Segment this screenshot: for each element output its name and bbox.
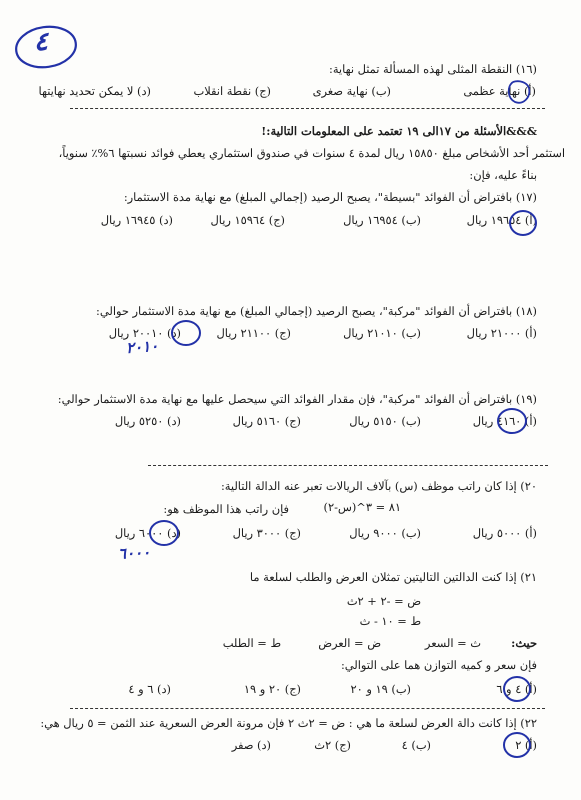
q21-subtext: فإن سعر و كميه التوازن هما على التوالي: [340,658,537,672]
q18-text: (١٨) بافتراض أن الفوائد "مركبة"، يصبح الرصيد (إجمالي المبلغ) مع نهاية مدة الاستثمار حوالي: [96,304,537,318]
q18-hand-note: ٢٠١٠ [125,336,159,358]
q16-option-b[interactable]: (ب) نهاية صغرى [312,84,391,98]
q19-option-b[interactable]: (ب) ٥١٥٠ ريال [349,414,421,428]
q21-text: ٢١) إذا كنت الدالتين التاليتين تمثلان العرض والطلب لسلعة ما [249,570,537,584]
q21-option-d[interactable]: (د) ٦ و ٤ [128,682,171,696]
q16-option-c[interactable]: (ج) نقطة انقلاب [193,84,271,98]
q20-hand-note: ٦٠٠٠ [117,543,151,563]
q17-option-c[interactable]: (ج) ١٥٩٦٤ ريال [210,213,285,227]
q21-option-c[interactable]: (ج) ٢٠ و ١٩ [243,682,301,696]
q17-option-b[interactable]: (ب) ١٦٩٥٤ ريال [343,213,421,227]
q20-option-a[interactable]: (أ) ٥٠٠٠ ريال [472,526,537,540]
q19-option-a[interactable]: (أ) ٤١٦٠ ريال [472,414,537,428]
q22-text: ٢٢) إذا كانت دالة العرض لسلعة ما هي : ض = ٢ث ٢ فإن مرونة العرض السعرية عند الثمن = ٥ ريال هي: [40,716,537,730]
q20-option-c[interactable]: (ج) ٣٠٠٠ ريال [232,526,301,540]
q21-where-label: حيث: [511,636,537,650]
q20-subtext: فإن راتب هذا الموظف هو: [163,502,289,516]
q18-option-d[interactable]: (د) ٢٠٠١٠ ريال [108,326,181,340]
q20-text: ٢٠) إذا كان راتب موظف (س) بآلاف الريالات تعبر عنه الدالة التالية: [220,479,537,493]
q20-option-b[interactable]: (ب) ٩٠٠٠ ريال [349,526,421,540]
q21-where-price: ث = السعر [424,636,481,650]
q21-option-a[interactable]: (أ) ٤ و ٦ [496,682,537,696]
q18-option-a[interactable]: (أ) ٢١٠٠٠ ريال [466,326,537,340]
q19-option-c[interactable]: (ج) ٥١٦٠ ريال [232,414,301,428]
q16-text: (١٦) النقطة المثلى لهذه المسألة تمثل نهاية: [328,62,537,76]
section-heading: &&&الأسئلة من ١٧الى ١٩ تعتمد على المعلومات التالية:! [261,124,537,138]
q19-option-d[interactable]: (د) ٥٢٥٠ ريال [114,414,181,428]
q19-text: (١٩) بافتراض أن الفوائد "مركبة"، فإن مقدار الفوائد التي سيحصل عليها مع نهاية مدة الاستثمار حوالي: [57,392,537,406]
divider-2 [148,465,548,466]
q21-where-supply: ض = العرض [318,636,381,650]
q22-option-c[interactable]: (ج) ٢ث [314,738,351,752]
q21-option-b[interactable]: (ب) ١٩ و ٢٠ [350,682,411,696]
q20-equation: ٨١ = ٣^(س-٢) [323,500,401,514]
q22-option-b[interactable]: (ب) ٤ [401,738,431,752]
q18-option-c[interactable]: (ج) ٢١١٠٠ ريال [216,326,291,340]
q17-text: (١٧) بافتراض أن الفوائد "بسيطة"، يصبح الرصيد (إجمالي المبلغ) مع نهاية مدة الاستثمار: [123,190,537,204]
q21-where-demand: ط = الطلب [222,636,281,650]
q16-option-d[interactable]: (د) لا يمكن تحديد نهايتها [38,84,151,98]
divider-3 [70,708,545,709]
section-info-line-2: بناءً عليه، فإن: [469,168,537,182]
q18-option-b[interactable]: (ب) ٢١٠١٠ ريال [343,326,421,340]
q21-equation-supply: ض = -٢ + ٢ث [346,594,421,608]
q22-option-d[interactable]: (د) صفر [231,738,271,752]
q17-option-d[interactable]: (د) ١٦٩٤٥ ريال [100,213,173,227]
q16-option-a[interactable]: (أ) نهاية عظمى [463,84,536,98]
q22-option-a[interactable]: (أ) ٢ [515,738,537,752]
q17-option-a[interactable]: (أ) ١٩٦٥٤ ريال [466,213,537,227]
section-info-line-1: استثمر أحد الأشخاص مبلغ ١٥٨٥٠ ريال لمدة ٤ سنوات في صندوق استثماري يعطي فوائد نسبتها ٦%٪ سنوياً، [58,146,565,160]
q21-equation-demand: ط = ١٠ - ث [359,614,421,628]
divider-1 [70,108,545,109]
q20-option-d[interactable]: (د) ٦٠٠٠ ريال [114,526,181,540]
page-number: ٤ [34,27,48,57]
